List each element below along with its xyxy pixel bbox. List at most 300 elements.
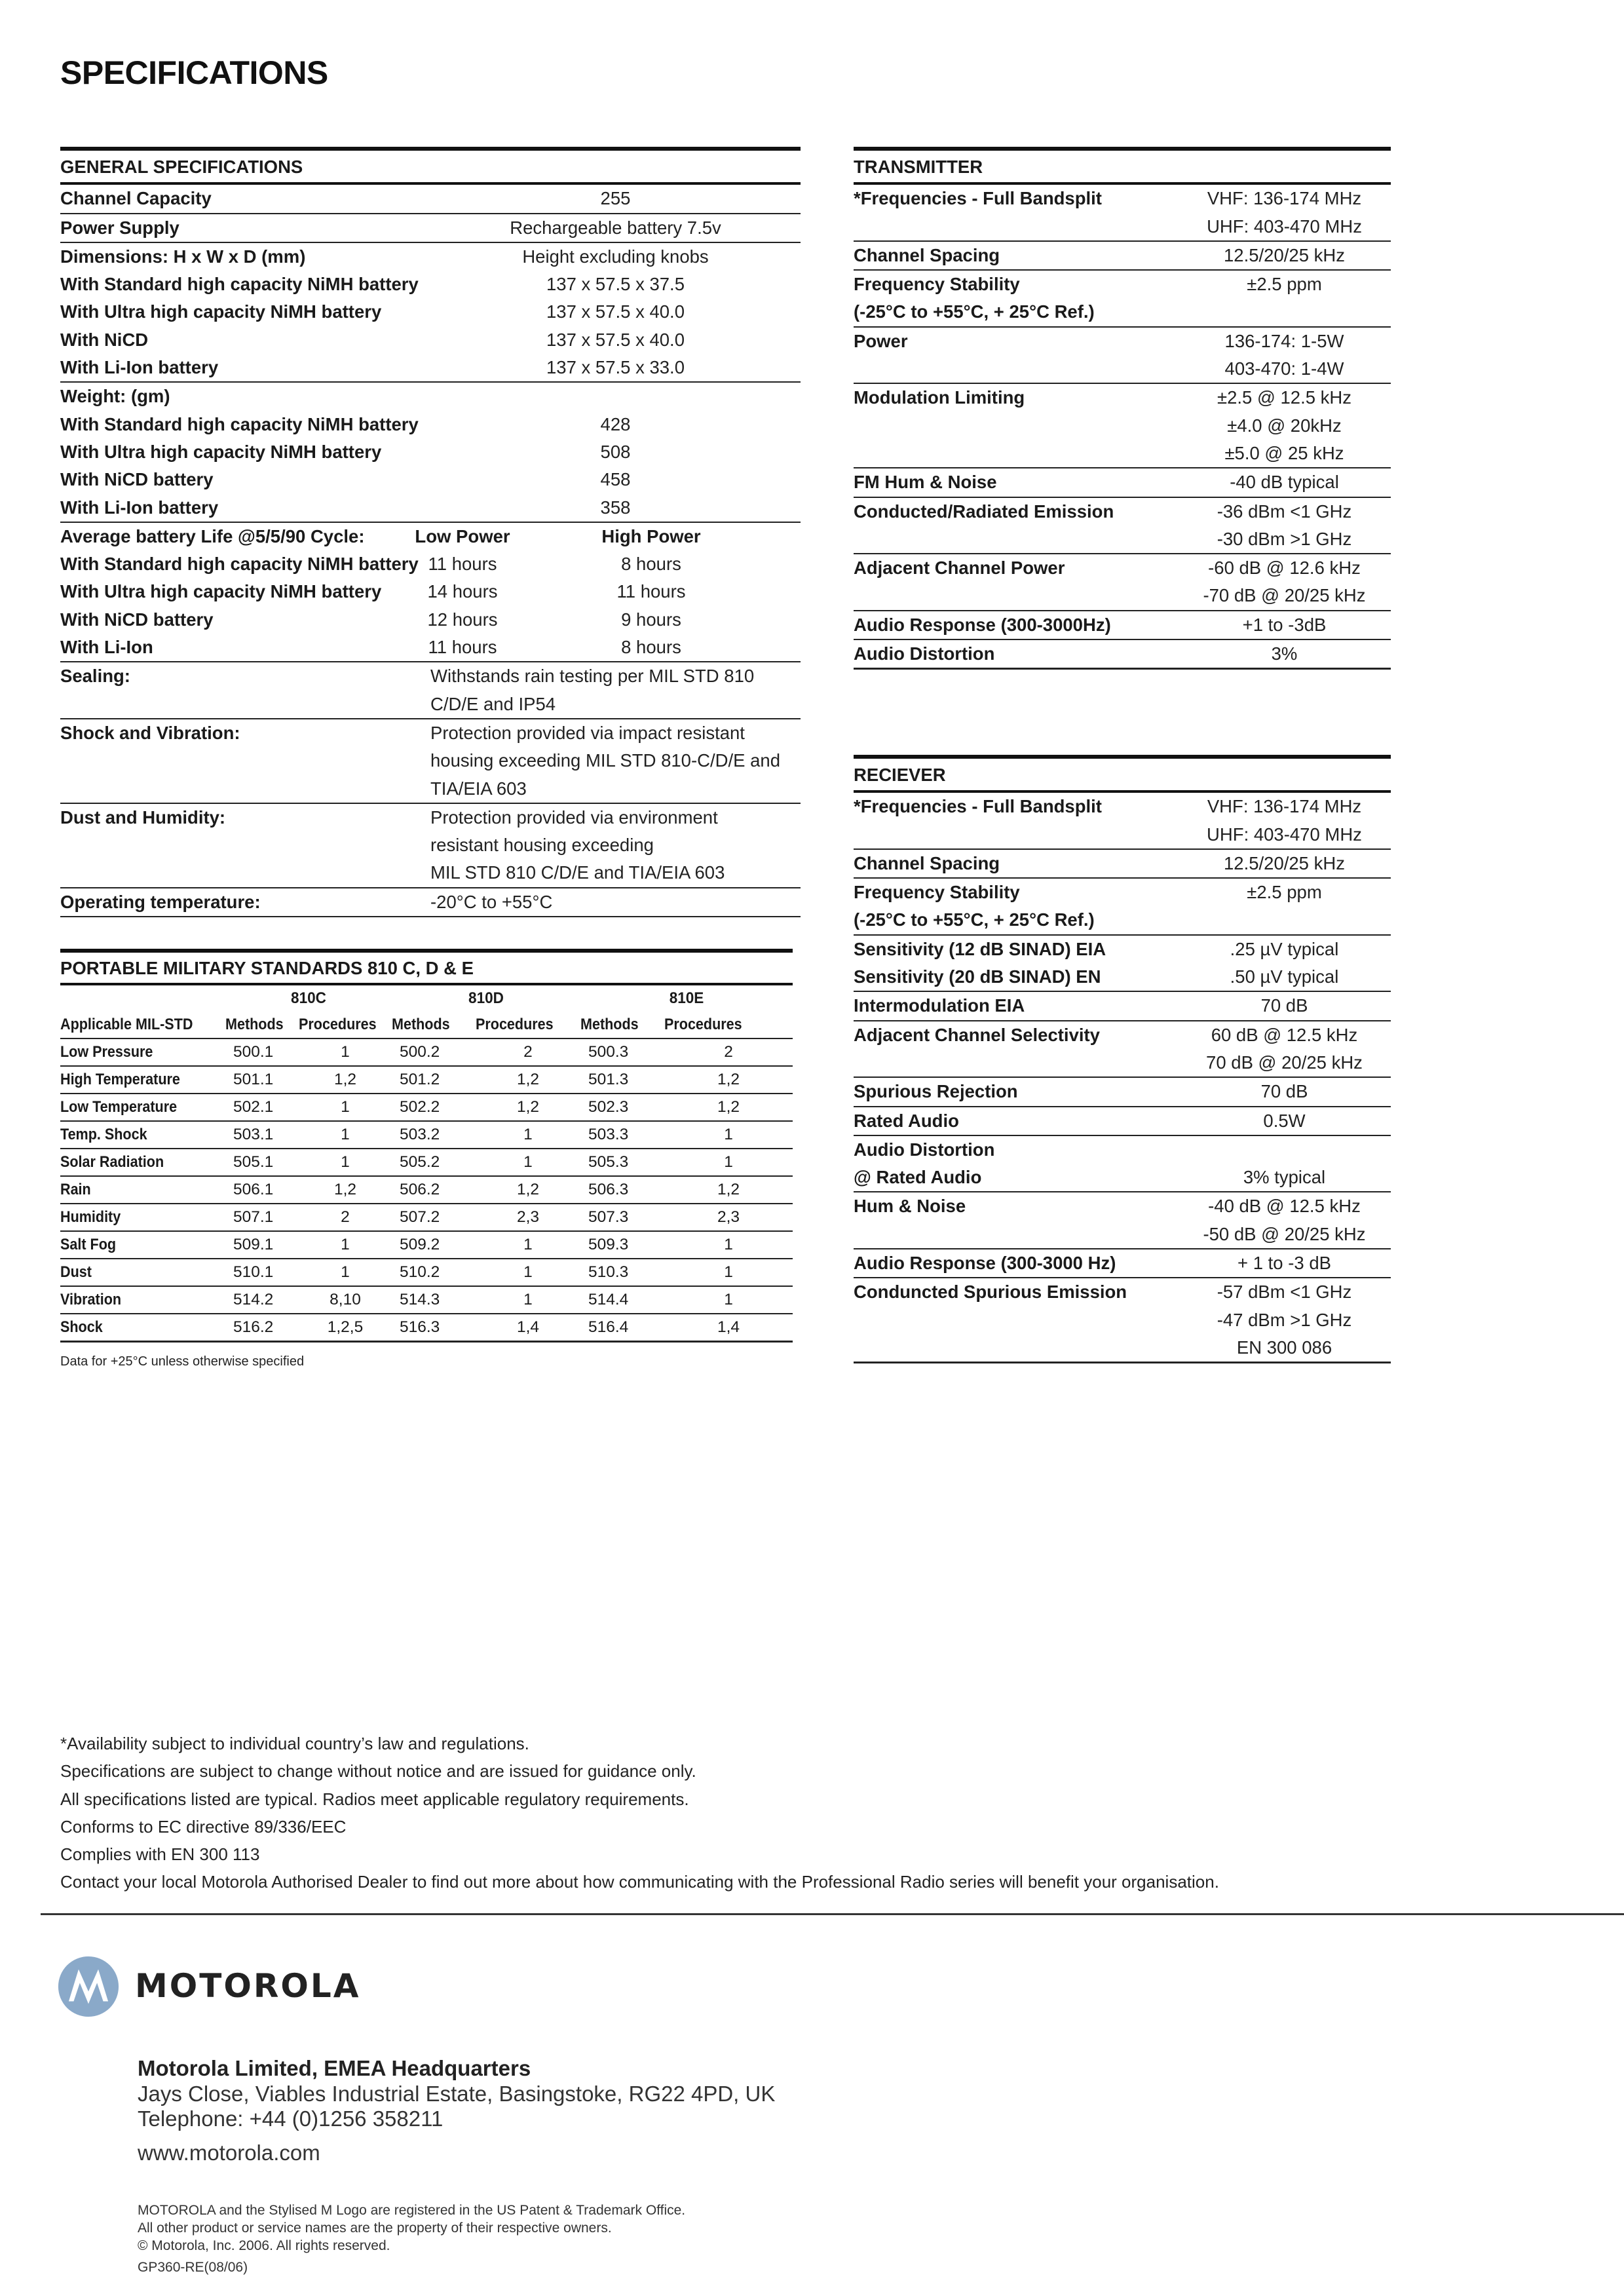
divider xyxy=(41,1913,1624,1915)
spec-label: With Ultra high capacity NiMH battery xyxy=(60,301,382,322)
spec-value: -60 dB @ 12.6 kHz xyxy=(1208,558,1361,579)
transmitter-table xyxy=(854,147,1391,670)
spec-label xyxy=(854,582,1178,610)
method-cell: 516.4 xyxy=(580,1314,664,1342)
method-cell: 501.1 xyxy=(225,1066,299,1094)
method-cell: 505.3 xyxy=(580,1149,664,1176)
spec-text-row xyxy=(60,888,801,917)
military-header-row xyxy=(60,951,793,984)
spec-value: EN 300 086 xyxy=(1178,1334,1391,1363)
battery-hours xyxy=(427,578,801,605)
standard-group-label: 810E xyxy=(669,989,704,1007)
spec-label xyxy=(854,1049,1178,1077)
spec-label: Audio Distortion xyxy=(854,639,1178,669)
spec-row xyxy=(854,963,1391,991)
table-row xyxy=(60,1231,793,1259)
spec-value: .25 µV typical xyxy=(1230,938,1339,959)
spec-row xyxy=(60,494,801,522)
test-name-label: High Temperature xyxy=(60,1071,180,1088)
method-cell: 514.2 xyxy=(225,1286,299,1314)
spec-value: 137 x 57.5 x 37.5 xyxy=(546,274,685,295)
test-name xyxy=(60,1314,225,1342)
spec-row xyxy=(854,582,1391,610)
spec-value: +1 to -3dB xyxy=(1178,611,1391,639)
spec-text-row xyxy=(60,803,801,888)
spec-label: Adjacent Channel Selectivity xyxy=(854,1024,1100,1045)
high-power-hours: 9 hours xyxy=(621,609,681,630)
spec-description xyxy=(430,888,801,917)
spec-label: Conduncted Spurious Emission xyxy=(854,1282,1127,1303)
spec-value: ±2.5 @ 12.5 kHz xyxy=(1217,387,1352,408)
procedure-cell: 1 xyxy=(664,1121,793,1149)
procedure-cell: 1 xyxy=(299,1231,392,1259)
spec-row xyxy=(854,241,1391,270)
procedure-cell: 1 xyxy=(476,1231,580,1259)
test-name-label: Shock xyxy=(60,1318,103,1336)
spec-value: Rechargeable battery 7.5v xyxy=(430,214,801,242)
procedure-cell: 1 xyxy=(299,1149,392,1176)
spec-label: FM Hum & Noise xyxy=(854,468,1178,497)
spec-value: -40 dB @ 12.5 kHz xyxy=(1208,1196,1361,1217)
spec-label: Audio Distortion xyxy=(854,1139,995,1160)
spec-value: 428 xyxy=(600,413,631,434)
spec-label: Shock and Vibration: xyxy=(60,719,430,803)
procedure-cell: 1 xyxy=(299,1038,392,1066)
test-name-label: Low Temperature xyxy=(60,1098,178,1116)
method-cell: 516.2 xyxy=(225,1314,299,1342)
spec-row xyxy=(854,1135,1391,1164)
method-cell: 502.2 xyxy=(392,1094,476,1121)
procedure-cell: 1 xyxy=(476,1121,580,1149)
footnote-line: Specifications are subject to change without notice and are issued for guidance only. xyxy=(60,1761,696,1781)
spec-value: 458 xyxy=(600,469,631,490)
spec-row xyxy=(60,411,801,438)
spec-row xyxy=(60,214,801,242)
procedure-cell: 1 xyxy=(664,1231,793,1259)
procedures-header xyxy=(476,1012,580,1038)
spec-label: Sensitivity (20 dB SINAD) EN xyxy=(854,963,1178,991)
spec-value: -70 dB @ 20/25 kHz xyxy=(1178,582,1391,610)
test-name xyxy=(60,1231,225,1259)
procedure-cell: 1,2 xyxy=(664,1066,793,1094)
spec-label: @ Rated Audio xyxy=(854,1164,1178,1192)
high-power-hours: 11 hours xyxy=(616,581,686,602)
method-cell: 509.2 xyxy=(392,1231,476,1259)
battery-type-label: With Ultra high capacity NiMH battery xyxy=(60,581,382,602)
spec-label xyxy=(854,412,1178,440)
spec-label xyxy=(854,525,1178,554)
procedure-cell: 1 xyxy=(299,1259,392,1286)
procedure-cell: 1 xyxy=(476,1286,580,1314)
methods-header xyxy=(580,1012,664,1038)
description-line: Withstands rain testing per MIL STD 810 xyxy=(430,666,755,687)
spec-value: 0.5W xyxy=(1178,1107,1391,1135)
footnote-line: Conforms to EC directive 89/336/EEC xyxy=(60,1816,347,1837)
spec-value: ±2.5 ppm xyxy=(1247,882,1322,903)
spec-label: Conducted/Radiated Emission xyxy=(854,501,1114,522)
test-name xyxy=(60,1286,225,1314)
procedure-cell: 1,2 xyxy=(299,1176,392,1204)
spec-description xyxy=(430,803,801,888)
hq-address: Jays Close, Viables Industrial Estate, Basingstoke, RG22 4PD, UK xyxy=(138,2082,776,2106)
standard-group-label: 810D xyxy=(468,989,504,1007)
table-row xyxy=(60,1038,793,1066)
method-cell: 514.4 xyxy=(580,1286,664,1314)
table-row xyxy=(60,1314,793,1342)
spec-value: ±5.0 @ 25 kHz xyxy=(1178,440,1391,468)
spec-value: 137 x 57.5 x 40.0 xyxy=(546,301,685,322)
spec-row xyxy=(60,382,801,410)
legal-line: © Motorola, Inc. 2006. All rights reserved. xyxy=(138,2238,390,2253)
test-name-label: Low Pressure xyxy=(60,1043,153,1061)
low-power-hours: 14 hours xyxy=(427,581,498,602)
spec-row xyxy=(854,611,1391,639)
spec-row xyxy=(60,438,801,466)
spec-row xyxy=(854,440,1391,468)
spec-row xyxy=(854,554,1391,582)
method-cell: 500.2 xyxy=(392,1038,476,1066)
spec-value xyxy=(430,382,801,410)
test-name-label: Temp. Shock xyxy=(60,1126,147,1143)
page-title: SPECIFICATIONS xyxy=(60,54,328,91)
spec-row xyxy=(60,466,801,493)
test-name xyxy=(60,1204,225,1231)
spec-label: With NiCD xyxy=(60,329,149,350)
test-name-label: Vibration xyxy=(60,1291,122,1308)
procedure-cell: 1,4 xyxy=(476,1314,580,1342)
footnote-line: Contact your local Motorola Authorised Dealer to find out more about how communicating with the Professional Radio series will benefit your organisation. xyxy=(60,1872,1219,1892)
military-note: Data for +25°C unless otherwise specified xyxy=(60,1354,305,1369)
procedure-cell: 1 xyxy=(476,1149,580,1176)
spec-value: UHF: 403-470 MHz xyxy=(1178,821,1391,849)
spec-value: VHF: 136-174 MHz xyxy=(1207,796,1362,817)
method-cell: 510.1 xyxy=(225,1259,299,1286)
test-name xyxy=(60,1066,225,1094)
method-cell: 510.2 xyxy=(392,1259,476,1286)
spec-label: Sealing: xyxy=(60,662,430,719)
spec-value: 403-470: 1-4W xyxy=(1178,355,1391,383)
high-power-hours: 8 hours xyxy=(621,637,681,658)
footnotes xyxy=(60,1730,1219,1896)
low-power-hours: 12 hours xyxy=(427,609,498,630)
methods-header xyxy=(392,1012,476,1038)
spec-row xyxy=(854,935,1391,963)
column-header-row xyxy=(60,1012,793,1038)
spec-label: Adjacent Channel Power xyxy=(854,558,1065,579)
spec-value: 70 dB xyxy=(1178,1077,1391,1106)
spec-label: Modulation Limiting xyxy=(854,387,1025,408)
battery-type-label: With NiCD battery xyxy=(60,609,214,630)
procedure-cell: 2 xyxy=(476,1038,580,1066)
footnote-line: *Availability subject to individual country’s law and regulations. xyxy=(60,1734,529,1753)
spec-label: Hum & Noise xyxy=(854,1196,966,1217)
spec-label: With NiCD battery xyxy=(60,469,214,490)
spec-label: Audio Response (300-3000 Hz) xyxy=(854,1249,1178,1278)
hq-name: Motorola Limited, EMEA Headquarters xyxy=(138,2056,531,2080)
methods-label: Methods xyxy=(225,1016,284,1033)
procedure-cell: 1 xyxy=(299,1094,392,1121)
general-specifications-table xyxy=(60,147,801,917)
spec-label: With Standard high capacity NiMH battery xyxy=(60,274,419,295)
spec-value: 3% typical xyxy=(1178,1164,1391,1192)
method-cell: 509.3 xyxy=(580,1231,664,1259)
test-name-label: Rain xyxy=(60,1181,91,1198)
method-cell: 503.3 xyxy=(580,1121,664,1149)
method-cell: 507.3 xyxy=(580,1204,664,1231)
receiver-table xyxy=(854,755,1391,1363)
low-power-hours: 11 hours xyxy=(428,637,497,658)
spec-label: *Frequencies - Full Bandsplit xyxy=(854,188,1102,209)
spec-value: 70 dB @ 20/25 kHz xyxy=(1178,1049,1391,1077)
spec-label: Rated Audio xyxy=(854,1107,1178,1135)
spec-row xyxy=(854,1021,1391,1049)
spec-value: 255 xyxy=(430,183,801,213)
spec-text-row xyxy=(60,719,801,803)
general-header-row xyxy=(60,149,801,183)
spec-row xyxy=(60,354,801,382)
spec-value xyxy=(1178,906,1391,934)
spec-label: Frequency Stability xyxy=(854,274,1020,295)
spec-row xyxy=(60,326,801,354)
test-name xyxy=(60,1149,225,1176)
battery-hours xyxy=(427,606,801,634)
procedures-label: Procedures xyxy=(664,1016,742,1033)
spec-row xyxy=(854,355,1391,383)
hq-website-link[interactable]: www.motorola.com xyxy=(138,2141,320,2165)
method-cell: 506.1 xyxy=(225,1176,299,1204)
test-name xyxy=(60,1094,225,1121)
spec-label: Channel Capacity xyxy=(60,183,430,213)
standard-group-label: 810C xyxy=(291,989,326,1007)
legal-line: MOTOROLA and the Stylised M Logo are registered in the US Patent & Trademark Office. xyxy=(138,2203,686,2218)
spec-row xyxy=(854,213,1391,241)
procedure-cell: 1 xyxy=(664,1286,793,1314)
procedure-cell: 1,2 xyxy=(664,1094,793,1121)
spec-label: With Li-Ion battery xyxy=(60,494,430,522)
spec-value: 60 dB @ 12.5 kHz xyxy=(1211,1024,1358,1045)
table-row xyxy=(60,1094,793,1121)
section-title: RECIEVER xyxy=(854,757,1391,791)
section-title: TRANSMITTER xyxy=(854,149,1391,183)
method-cell: 514.3 xyxy=(392,1286,476,1314)
table-row xyxy=(60,1259,793,1286)
spec-value: 137 x 57.5 x 33.0 xyxy=(430,354,801,382)
spec-label: *Frequencies - Full Bandsplit xyxy=(854,796,1102,817)
spec-label: With Li-Ion battery xyxy=(60,354,430,382)
spec-label: Channel Spacing xyxy=(854,849,1178,878)
battery-life-row xyxy=(60,578,801,605)
battery-hours xyxy=(430,550,801,578)
applicable-mil-std-label: Applicable MIL-STD xyxy=(60,1016,193,1033)
spec-row xyxy=(854,383,1391,411)
procedure-cell: 1,4 xyxy=(664,1314,793,1342)
spec-row xyxy=(854,1306,1391,1334)
procedures-label: Procedures xyxy=(476,1016,554,1033)
spec-label xyxy=(854,1334,1178,1363)
spec-label: Dust and Humidity: xyxy=(60,803,430,888)
document-code: GP360-RE(08/06) xyxy=(138,2260,248,2275)
description-line: C/D/E and IP54 xyxy=(430,693,556,714)
spec-row xyxy=(854,1249,1391,1278)
spec-label: Dimensions: H x W x D (mm) xyxy=(60,246,306,267)
spec-row xyxy=(854,525,1391,554)
spec-value: Height excluding knobs xyxy=(522,246,709,267)
procedure-cell: 1,2,5 xyxy=(299,1314,392,1342)
spec-label xyxy=(854,355,1178,383)
procedure-cell: 2 xyxy=(299,1204,392,1231)
method-cell: 507.1 xyxy=(225,1204,299,1231)
spec-label xyxy=(854,821,1178,849)
method-cell: 502.3 xyxy=(580,1094,664,1121)
spec-value: -47 dBm >1 GHz xyxy=(1217,1309,1352,1330)
table-row xyxy=(60,1204,793,1231)
procedure-cell: 1,2 xyxy=(299,1066,392,1094)
procedure-cell: 2,3 xyxy=(664,1204,793,1231)
spec-row xyxy=(854,497,1391,525)
battery-life-header-row xyxy=(60,522,801,550)
high-power-header: High Power xyxy=(601,525,701,546)
spec-label: With Standard high capacity NiMH battery xyxy=(60,413,419,434)
table-row xyxy=(60,1121,793,1149)
spec-row xyxy=(854,906,1391,934)
battery-type-label: With Standard high capacity NiMH battery xyxy=(60,554,419,575)
procedure-cell: 1,2 xyxy=(476,1176,580,1204)
spec-value: 3% xyxy=(1178,639,1391,669)
description-line: Protection provided via impact resistant xyxy=(430,722,745,743)
procedure-cell: 2 xyxy=(664,1038,793,1066)
spec-value: 12.5/20/25 kHz xyxy=(1178,241,1391,270)
method-cell: 509.1 xyxy=(225,1231,299,1259)
procedure-cell: 1 xyxy=(476,1259,580,1286)
hq-telephone: Telephone: +44 (0)1256 358211 xyxy=(138,2106,444,2131)
legal-notice xyxy=(138,2201,685,2255)
spec-text-row xyxy=(60,662,801,719)
table-row xyxy=(60,1176,793,1204)
blank-cell xyxy=(67,984,219,1012)
spec-label: (-25°C to +55°C, + 25°C Ref.) xyxy=(854,298,1178,326)
low-power-hours: 11 hours xyxy=(428,554,497,575)
table-row xyxy=(60,1066,793,1094)
test-name xyxy=(60,1038,225,1066)
spec-row xyxy=(854,1278,1391,1306)
spec-label: Operating temperature: xyxy=(60,888,430,917)
spec-row xyxy=(854,183,1391,212)
spec-value: 508 xyxy=(600,441,631,462)
spec-row xyxy=(854,791,1391,820)
spec-value xyxy=(1178,298,1391,326)
test-name xyxy=(60,1259,225,1286)
method-cell: 516.3 xyxy=(392,1314,476,1342)
method-cell: 500.3 xyxy=(580,1038,664,1066)
footnote-line: Complies with EN 300 113 xyxy=(60,1844,260,1865)
transmitter-header-row xyxy=(854,149,1391,183)
spec-label: Frequency Stability xyxy=(854,882,1020,903)
spec-label xyxy=(854,440,1178,468)
method-cell: 503.1 xyxy=(225,1121,299,1149)
method-cell: 500.1 xyxy=(225,1038,299,1066)
spec-value: 70 dB xyxy=(1178,991,1391,1020)
spec-value: UHF: 403-470 MHz xyxy=(1178,213,1391,241)
spec-row xyxy=(854,327,1391,355)
motorola-m-logo-icon xyxy=(58,1956,119,2017)
spec-label: Power Supply xyxy=(60,214,430,242)
description-line: Protection provided via environment xyxy=(430,807,718,828)
high-power-hours: 8 hours xyxy=(621,554,681,575)
method-cell: 502.1 xyxy=(225,1094,299,1121)
procedure-cell: 1,2 xyxy=(476,1094,580,1121)
description-line: -20°C to +55°C xyxy=(430,891,553,912)
footnote-line: All specifications listed are typical. Radios meet applicable regulatory requirements. xyxy=(60,1789,689,1809)
method-cell: 505.2 xyxy=(392,1149,476,1176)
methods-header xyxy=(225,1012,299,1038)
spec-row xyxy=(854,412,1391,440)
spec-row xyxy=(854,1334,1391,1363)
test-name xyxy=(60,1121,225,1149)
spec-value: ±4.0 @ 20kHz xyxy=(1227,415,1342,436)
procedures-label: Procedures xyxy=(299,1016,377,1033)
spec-value: -36 dBm <1 GHz xyxy=(1217,501,1352,522)
spec-value: -30 dBm >1 GHz xyxy=(1178,525,1391,554)
spec-row xyxy=(854,1192,1391,1220)
spec-value: 12.5/20/25 kHz xyxy=(1178,849,1391,878)
spec-value: -57 dBm <1 GHz xyxy=(1217,1282,1352,1303)
method-cell: 503.2 xyxy=(392,1121,476,1149)
battery-life-row xyxy=(60,550,801,578)
spec-label: Sensitivity (12 dB SINAD) EIA xyxy=(854,938,1106,959)
spec-value: 137 x 57.5 x 40.0 xyxy=(546,329,685,350)
spec-label: (-25°C to +55°C, + 25°C Ref.) xyxy=(854,906,1178,934)
standard-group-row xyxy=(60,984,793,1012)
applicable-mil-std-header xyxy=(60,1012,225,1038)
spec-row xyxy=(854,298,1391,326)
spec-row xyxy=(854,270,1391,298)
section-title: GENERAL SPECIFICATIONS xyxy=(60,149,801,183)
description-line: MIL STD 810 C/D/E and TIA/EIA 603 xyxy=(430,862,725,883)
test-name xyxy=(60,1176,225,1204)
spec-row xyxy=(854,878,1391,906)
spec-value: ±2.5 ppm xyxy=(1247,274,1322,295)
spec-row xyxy=(854,849,1391,878)
methods-label: Methods xyxy=(392,1016,450,1033)
spec-row xyxy=(854,821,1391,849)
spec-label xyxy=(854,1306,1178,1334)
procedures-header xyxy=(664,1012,793,1038)
battery-life-label: Average battery Life @5/5/90 Cycle: xyxy=(60,525,365,546)
procedure-cell: 1 xyxy=(664,1259,793,1286)
spec-row xyxy=(854,1221,1391,1249)
procedure-cell: 1 xyxy=(299,1121,392,1149)
test-name-label: Dust xyxy=(60,1263,92,1281)
motorola-wordmark: MOTOROLA xyxy=(135,1967,361,2005)
method-cell: 506.3 xyxy=(580,1176,664,1204)
procedure-cell: 1 xyxy=(664,1149,793,1176)
spec-row xyxy=(60,298,801,326)
battery-life-row xyxy=(60,634,801,662)
procedures-header xyxy=(299,1012,392,1038)
procedure-cell: 1,2 xyxy=(476,1066,580,1094)
spec-row xyxy=(854,1077,1391,1106)
spec-value: 136-174: 1-5W xyxy=(1224,330,1344,351)
spec-description xyxy=(430,662,801,719)
description-line: resistant housing exceeding xyxy=(430,835,654,856)
spec-row xyxy=(60,271,801,298)
table-row xyxy=(60,1286,793,1314)
description-line: housing exceeding MIL STD 810-C/D/E and xyxy=(430,750,780,771)
spec-row xyxy=(854,1049,1391,1077)
procedure-cell: 2,3 xyxy=(476,1204,580,1231)
battery-life-columns xyxy=(415,522,801,550)
spec-row xyxy=(854,1107,1391,1135)
